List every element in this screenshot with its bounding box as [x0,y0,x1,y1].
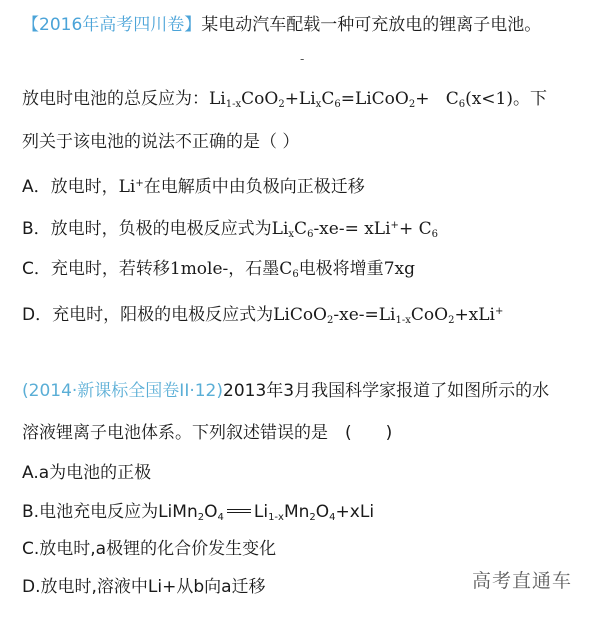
q1-stem-line [22,14,541,36]
q1-reaction-suffix: 。下 [513,89,547,109]
q1-dash: - [300,52,305,66]
q1-stem: 某电动汽车配载一种可充放电的锂离子电池。 [201,15,542,35]
q2-option-b: B.电池充电反应为$LiMn_2O_4$ $Li_{1-x}Mn_2O_4+xLi$ [22,502,375,523]
q2-option-a: A.a为电池的正极 [22,463,152,483]
q1-source-tag: 【2016年高考四川卷】 [22,15,202,35]
q1-stem-2: 列关于该电池的说法不正确的是（ ） [22,132,300,152]
equilibrium-sign [227,509,251,513]
q2-option-c: C.放电时,a极锂的化合价发生变化 [22,539,277,559]
q1-option-d-formula: $LiCoO_2-xe-=Li_{1-x}CoO_2+xLi^+$ [273,305,504,326]
q2-stem-2: 溶液锂离子电池体系。下列叙述错误的是 ( ) [22,423,393,443]
q2-option-d: D.放电时,溶液中Li+从b向a迁移 [22,577,266,597]
q1-option-c: C．充电时，若转移1mole-，石墨$C_6$电极将增重7xg [22,259,415,280]
q1-option-b: B．放电时，负极的电极反应式为$Li_xC_6-xe-= xLi^++ C_6$ [22,219,438,240]
q1-option-a: A．放电时，Li+在电解质中由负极向正极迁移 [22,177,365,197]
q2-source-tag: (2014·新课标全国卷II·12) [22,381,223,401]
q2-stem: 2013年3月我国科学家报道了如图所示的水 [223,381,550,401]
q1-option-b-formula: $Li_xC_6-xe-= xLi^++ C_6$ [271,219,438,240]
watermark: 高考直通车 [472,570,573,592]
q1-reaction-line [22,88,547,116]
q1-option-d: D．充电时，阳极的电极反应式为$LiCoO_2-xe-=Li_{1-x}CoO_2+xLi^+$ [22,305,504,326]
q1-reaction-formula: $Li_{1-x}CoO_2+Li_xC_6=LiCoO_2+ C_6(x<1)$ [209,89,513,110]
q2-option-b-formula: $LiMn_2O_4$ $Li_{1-x}Mn_2O_4+xLi$ [158,502,375,523]
q2-stem-line [22,380,549,402]
q1-reaction-prefix: 放电时电池的总反应为： [22,89,209,109]
